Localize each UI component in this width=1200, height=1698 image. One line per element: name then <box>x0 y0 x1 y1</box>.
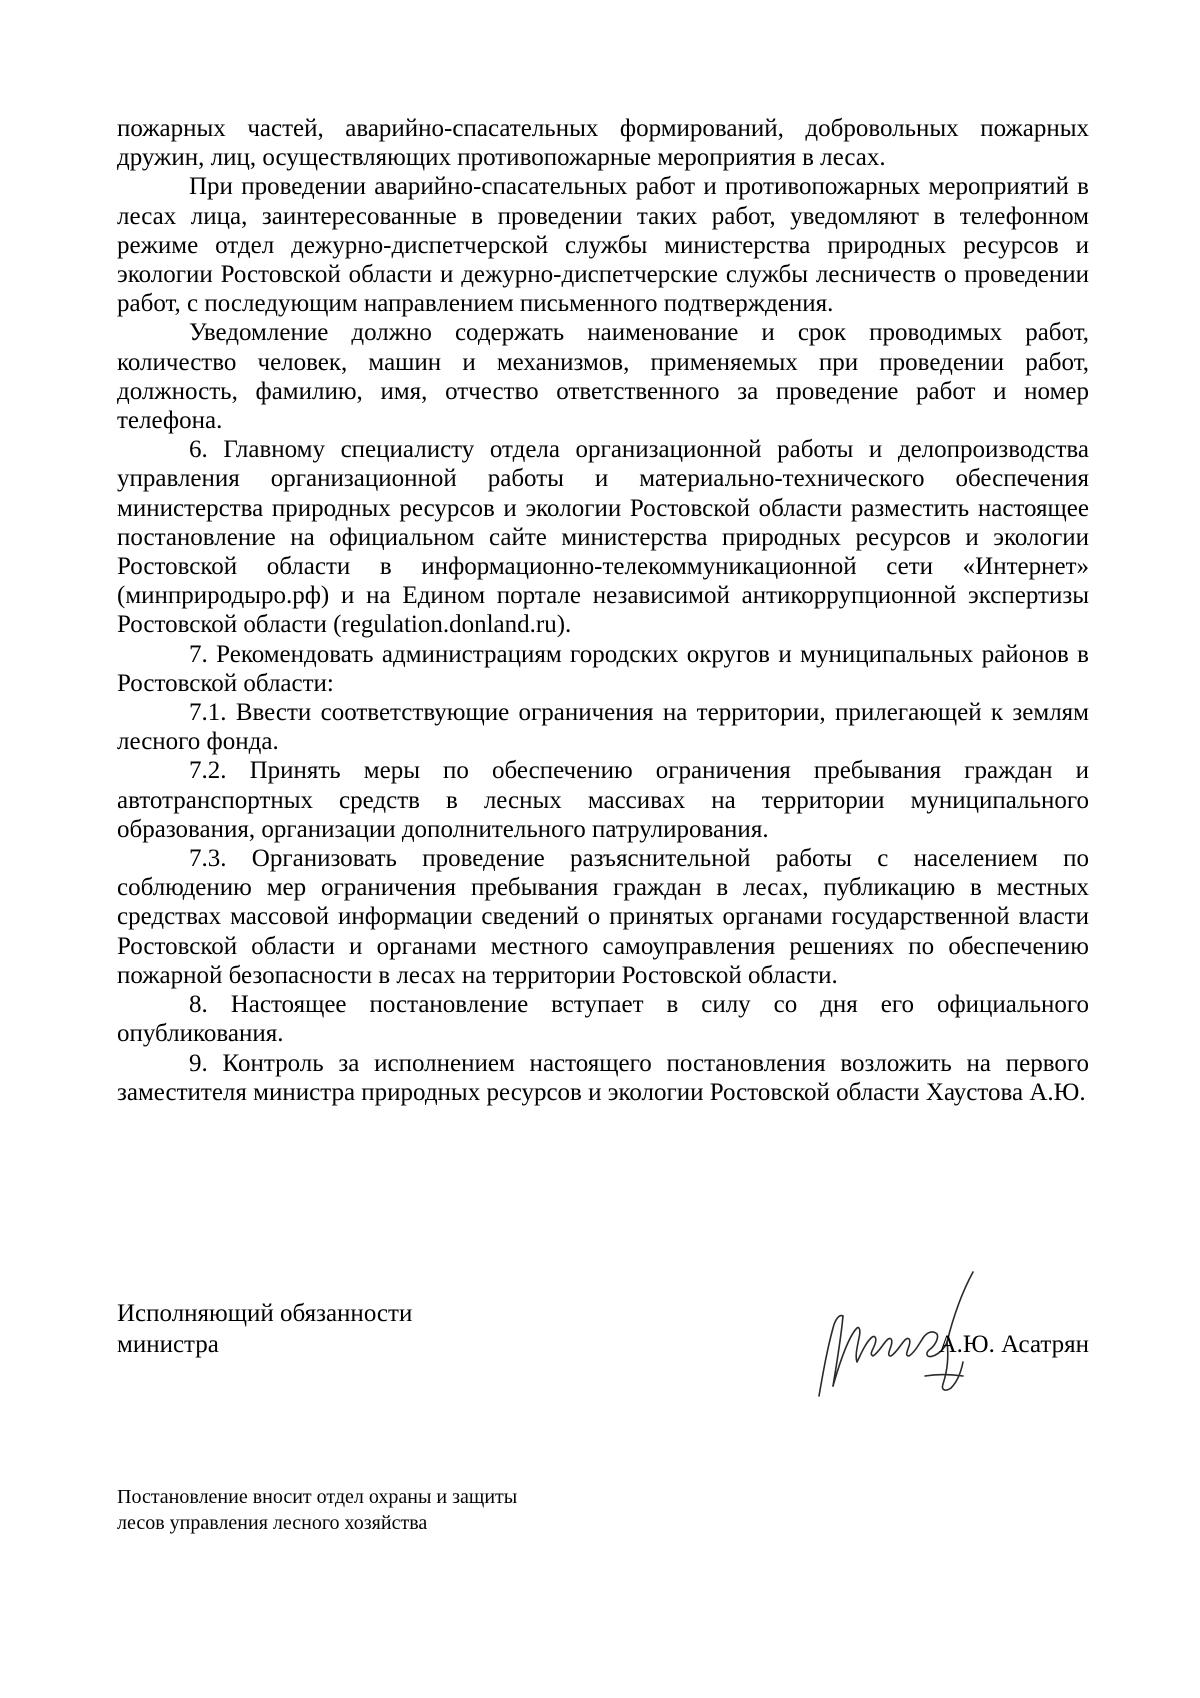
paragraph-notification-content: Уведомление должно содержать наименование и срок проводимых работ, количество человек, машин и механизмов, применяемых при проведении работ, должность, фамилию, имя, отчество ответственного за проведение работ и номер телефона. <box>117 319 1089 435</box>
submitted-by-line1: Постановление вносит отдел охраны и защиты <box>117 1486 518 1508</box>
signatory-title-line1: Исполняющий обязанности <box>117 1300 413 1327</box>
signature-block <box>117 1298 1089 1418</box>
submitted-by-line2: лесов управления лесного хозяйства <box>117 1512 428 1534</box>
clause-7-1: 7.1. Ввести соответствующие ограничения на территории, прилегающей к землям лесного фонда. <box>117 699 1089 756</box>
signatory-title <box>117 1298 412 1360</box>
clause-7: 7. Рекомендовать администрациям городских округов и муниципальных районов в Ростовской области: <box>117 640 1089 697</box>
signatory-title-line2: министра <box>117 1331 219 1358</box>
signatory-name: А.Ю. Асатрян <box>938 1331 1089 1358</box>
document-body <box>117 114 1089 1107</box>
paragraph-notification-procedure: При проведении аварийно-спасательных работ и противопожарных мероприятий в лесах лица, заинтересованные в проведении таких работ, уведомляют в телефонном режиме отдел дежурно-диспетчерской службы министерства природных ресурсов и экологии Ростовской области и дежурно-диспетчерские службы лесничеств о проведении работ, с последующим направлением письменного подтверждения. <box>117 173 1089 318</box>
clause-8: 8. Настоящее постановление вступает в силу со дня его официального опубликования. <box>117 991 1089 1048</box>
clause-6: 6. Главному специалисту отдела организационной работы и делопроизводства управления организационной работы и материально-технического обеспечения министерства природных ресурсов и экологии Ростовской области разместить настоящее постановление на официальном сайте министерства природных ресурсов и экологии Ростовской области в информационно-телекоммуникационной сети «Интернет» (минприродыро.рф) и на Едином портале независимой антикоррупционной экспертизы Ростовской области (regulation.donland.ru). <box>117 436 1089 639</box>
submitted-by-note <box>117 1484 517 1536</box>
clause-7-2: 7.2. Принять меры по обеспечению ограничения пребывания граждан и автотранспортных средств в лесных массивах на территории муниципального образования, организации дополнительного патрулирования. <box>117 757 1089 843</box>
paragraph-continuation: пожарных частей, аварийно-спасательных формирований, добровольных пожарных дружин, лиц, осуществляющих противопожарные мероприятия в лесах. <box>117 115 1089 172</box>
clause-9: 9. Контроль за исполнением настоящего постановления возложить на первого заместителя министра природных ресурсов и экологии Ростовской области Хаустова А.Ю. <box>117 1049 1089 1106</box>
clause-7-3: 7.3. Организовать проведение разъяснительной работы с населением по соблюдению мер ограничения пребывания граждан в лесах, публикацию в местных средствах массовой информации сведений о принятых органами государственной власти Ростовской области и органами местного самоуправления решениях по обеспечению пожарной безопасности в лесах на территории Ростовской области. <box>117 845 1089 989</box>
